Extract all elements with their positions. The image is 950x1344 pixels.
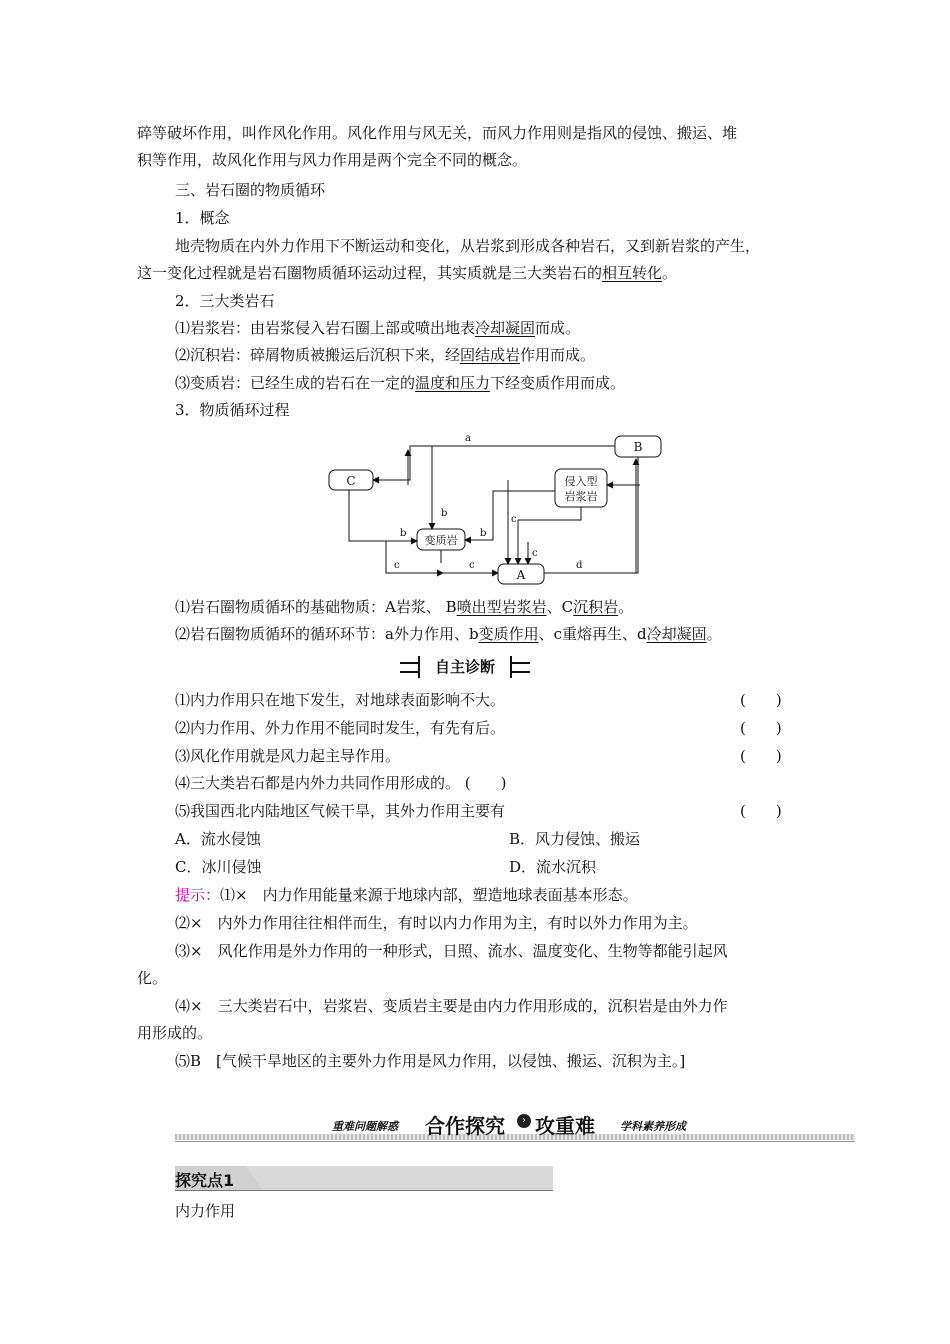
banner-title-part-1: 合作探究 xyxy=(425,1114,505,1138)
section-banner xyxy=(175,1108,855,1146)
hint-answer-2: ⑵× 内外力作用往往相伴而生，有时以内力作用为主，有时以外力作用为主。 xyxy=(175,914,698,932)
cycle-basic-materials xyxy=(175,597,633,617)
arrow-b-intrusive-to-metamorphic xyxy=(465,491,555,540)
arrow-b-c-to-metamorphic xyxy=(349,490,417,541)
cycle-text: 、c重熔再生、d xyxy=(538,625,647,643)
intro-line-1: 碎等破坏作用，叫作风化作用。风化作用与风无关，而风力作用则是指风的侵蚀、搬运、堆 xyxy=(137,124,738,142)
hint-label: 提示： xyxy=(175,886,221,904)
explore-point-tag: 探究点1 xyxy=(175,1171,235,1190)
rock-item-answer: 温度和压力 xyxy=(415,374,491,392)
concept-heading: 1．概念 xyxy=(175,209,230,227)
cycle-heading: 3．物质循环过程 xyxy=(175,401,290,419)
metamorphic-label: 变质岩 xyxy=(424,534,458,547)
cycle-answer: 沉积岩 xyxy=(573,598,619,616)
rock-item-text-end: 下经变质作用而成。 xyxy=(490,374,626,392)
hint-answer-4-line-1: ⑷× 三大类岩石中，岩浆岩、变质岩主要是由内力作用形成的，沉积岩是由外力作 xyxy=(175,997,728,1015)
arrow-label-c-4: c xyxy=(469,560,475,571)
intrusive-label-line-1: 侵入型 xyxy=(564,475,598,488)
rock-item-igneous xyxy=(175,318,580,338)
diagnosis-header xyxy=(400,657,530,677)
cycle-text: 。 xyxy=(706,625,722,643)
answer-blank-3: ( ) xyxy=(740,747,782,765)
hint-answer-1 xyxy=(175,885,638,905)
cycle-text: 。 xyxy=(618,598,634,616)
cycle-text: ⑴岩石圈物质循环的基础物质：A岩浆、 B xyxy=(175,598,457,616)
explore-subtitle: 内力作用 xyxy=(175,1202,236,1220)
hint-answer-3-line-2: 化。 xyxy=(137,969,168,987)
rock-item-answer: 固结成岩 xyxy=(460,346,521,364)
cycle-links xyxy=(175,624,722,644)
explore-point-header xyxy=(175,1166,553,1192)
rocks-heading: 2．三大类岩石 xyxy=(175,292,275,310)
rock-item-text-end: 而成。 xyxy=(535,319,581,337)
concept-text: 这一变化过程就是岩石圈物质循环运动过程，其实质就是三大类岩石的 xyxy=(137,264,603,282)
arrow-label-a: a xyxy=(465,433,471,444)
rock-item-text: ⑶变质岩：已经生成的岩石在一定的 xyxy=(175,374,416,392)
hint-text: ⑴× 内力作用能量来源于地球内部，塑造地球表面基本形态。 xyxy=(220,886,638,904)
answer-blank-5: ( ) xyxy=(740,802,782,820)
rock-item-metamorphic xyxy=(175,373,625,393)
arrow-label-b-3: b xyxy=(480,528,487,539)
banner-right-text: 学科素养形成 xyxy=(620,1120,686,1133)
rock-item-text: ⑵沉积岩：碎屑物质被搬运后沉积下来，经 xyxy=(175,346,461,364)
option-c: C．冰川侵蚀 xyxy=(175,858,262,876)
rock-item-answer: 冷却凝固 xyxy=(475,319,536,337)
cycle-answer: 喷出型岩浆岩 xyxy=(456,598,547,616)
rock-item-text-end: 作用而成。 xyxy=(520,346,596,364)
banner-title-part-2: 攻重难 xyxy=(535,1114,595,1138)
cycle-text: 、C xyxy=(546,598,574,616)
arrow-label-c-1: c xyxy=(511,514,517,525)
arrow-label-c-3: c xyxy=(394,560,400,571)
concept-paragraph-line-1: 地壳物质在内外力作用下不断运动和变化，从岩浆到形成各种岩石，又到新岩浆的产生， xyxy=(175,237,761,255)
diagnosis-question-1: ⑴内力作用只在地下发生，对地球表面影响不大。 xyxy=(175,691,506,709)
cycle-text: ⑵岩石圈物质循环的循环环节：a外力作用、b xyxy=(175,625,479,643)
rock-item-text: ⑴岩浆岩：由岩浆侵入岩石圈上部或喷出地表 xyxy=(175,319,476,337)
arrow-c-intrusive-to-a xyxy=(518,507,581,564)
hint-answer-3-line-1: ⑶× 风化作用是外力作用的一种形式，日照、流水、温度变化、生物等都能引起风 xyxy=(175,942,728,960)
arrow-label-b-1: b xyxy=(441,508,448,519)
intrusive-label-line-2: 岩浆岩 xyxy=(564,490,598,503)
answer-blank-1: ( ) xyxy=(740,691,782,709)
intro-line-2: 积等作用，故风化作用与风力作用是两个完全不同的概念。 xyxy=(137,151,528,169)
option-d: D．流水沉积 xyxy=(509,858,597,876)
diagnosis-question-5: ⑸我国西北内陆地区气候干旱，其外力作用主要有 xyxy=(175,802,506,820)
node-a-label: A xyxy=(516,568,526,582)
diagnosis-question-4: ⑷三大类岩石都是内外力共同作用形成的。 ( ) xyxy=(175,774,507,792)
concept-paragraph-line-2 xyxy=(137,263,677,283)
arrow-label-c-2: c xyxy=(532,548,538,559)
diagnosis-title: 自主诊断 xyxy=(418,656,512,678)
chevron-right-icon: › xyxy=(517,1114,531,1128)
hint-answer-5: ⑸B [气候干旱地区的主要外力作用是风力作用，以侵蚀、搬运、沉积为主。] xyxy=(175,1052,686,1070)
arrow-label-d: d xyxy=(576,560,583,571)
concept-text-end: 。 xyxy=(662,264,678,282)
cycle-answer: 冷却凝固 xyxy=(646,625,707,643)
arrow-label-b-2: b xyxy=(400,528,407,539)
rock-cycle-diagram xyxy=(318,425,668,587)
rock-item-sedimentary xyxy=(175,345,595,365)
diagnosis-question-3: ⑶风化作用就是风力起主导作用。 xyxy=(175,747,401,765)
cycle-answer: 变质作用 xyxy=(478,625,539,643)
answer-blank-2: ( ) xyxy=(740,719,782,737)
banner-left-text: 重难问题解惑 xyxy=(332,1120,398,1133)
node-c-label: C xyxy=(346,474,356,488)
section-title: 三、岩石圈的物质循环 xyxy=(175,181,326,199)
hint-answer-4-line-2: 用形成的。 xyxy=(137,1024,213,1042)
option-a: A．流水侵蚀 xyxy=(175,830,261,848)
option-b: B．风力侵蚀、搬运 xyxy=(509,830,641,848)
node-b-label: B xyxy=(633,440,643,454)
diagnosis-question-2: ⑵内力作用、外力作用不能同时发生，有先有后。 xyxy=(175,719,506,737)
concept-underline-answer: 相互转化 xyxy=(602,264,663,282)
